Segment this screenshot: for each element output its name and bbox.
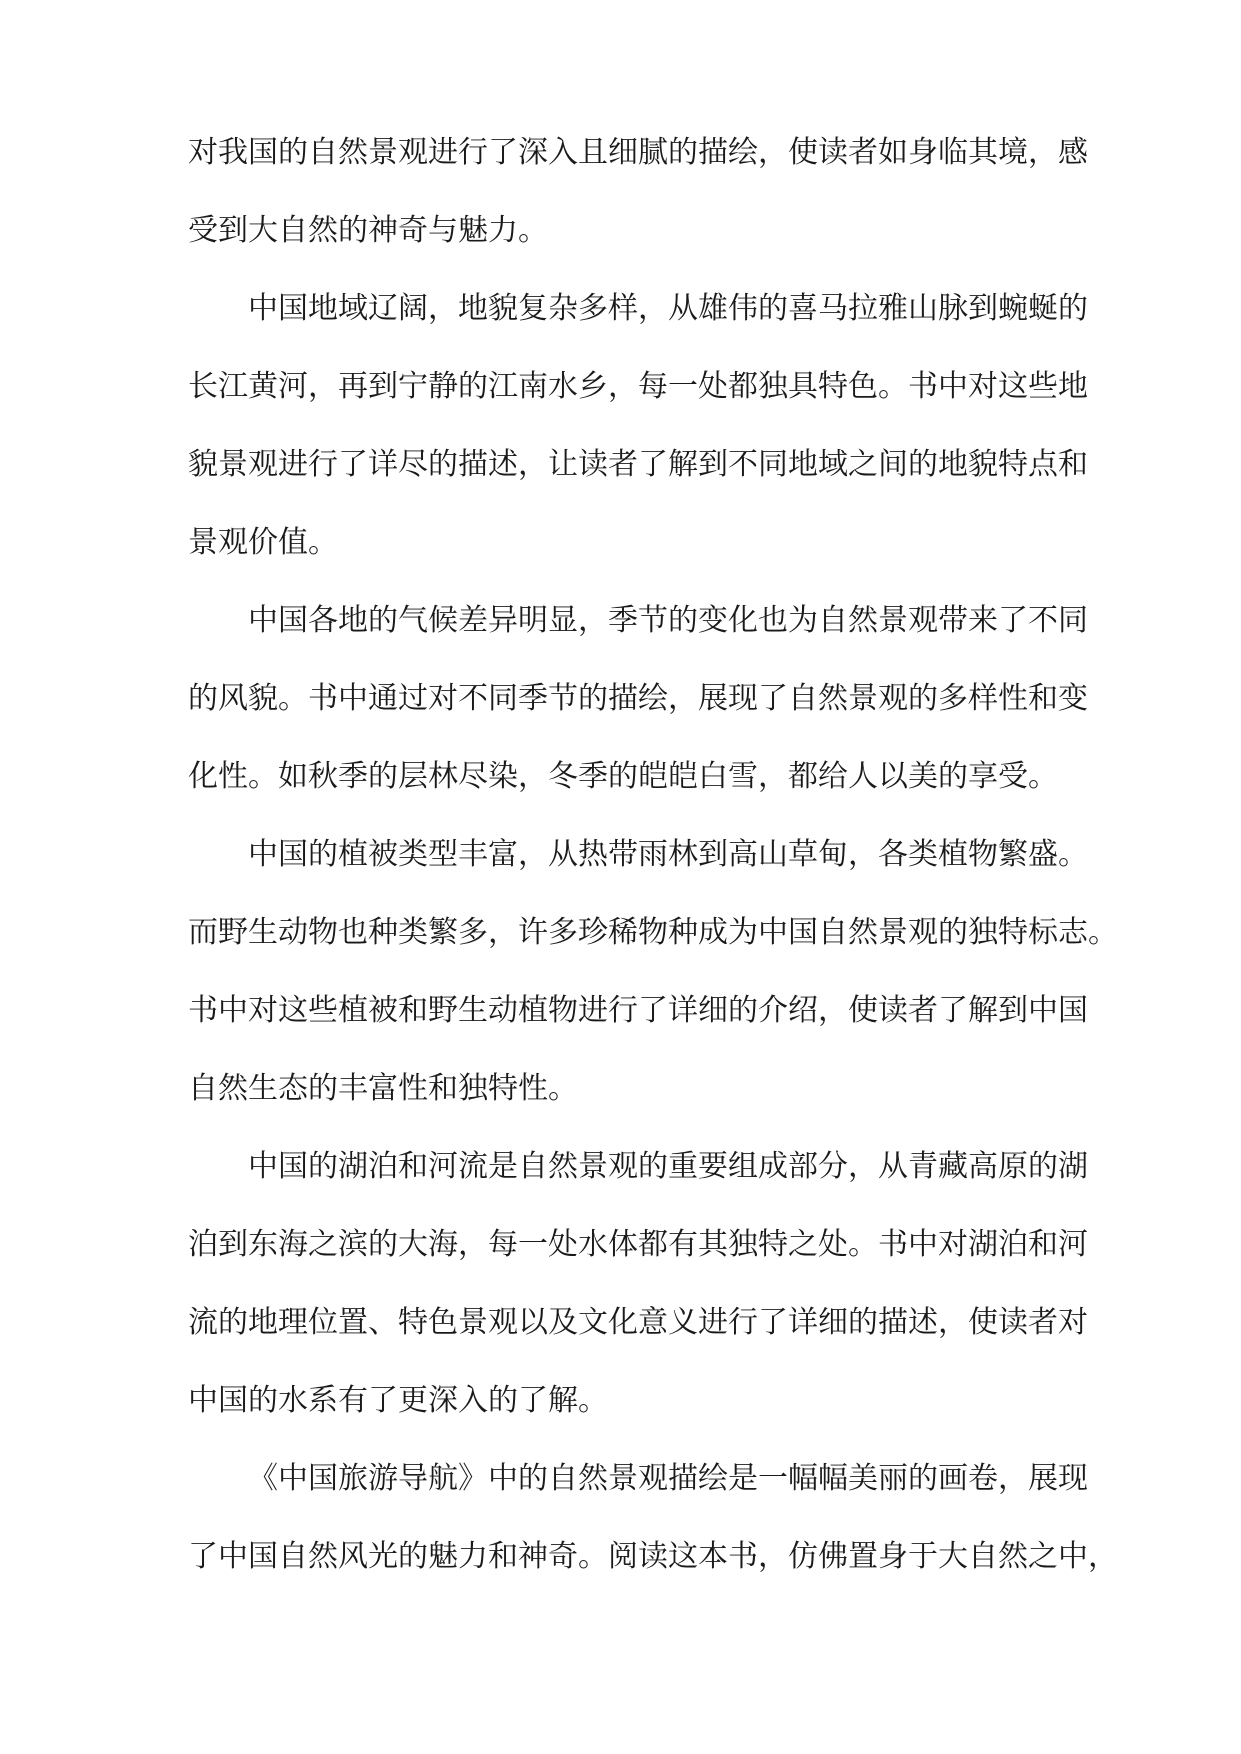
text-line: 而野生动物也种类繁多，许多珍稀物种成为中国自然景观的独特标志。 bbox=[188, 915, 1118, 950]
text-line: 书中对这些植被和野生动植物进行了详细的介绍，使读者了解到中国 bbox=[188, 993, 1088, 1028]
text-line: 化性。如秋季的层林尽染，冬季的皑皑白雪，都给人以美的享受。 bbox=[188, 759, 1058, 794]
text-line: 长江黄河，再到宁静的江南水乡，每一处都独具特色。书中对这些地 bbox=[188, 369, 1088, 404]
text-line: 泊到东海之滨的大海，每一处水体都有其独特之处。书中对湖泊和河 bbox=[188, 1227, 1088, 1262]
paragraph-first-line: 《中国旅游导航》中的自然景观描绘是一幅幅美丽的画卷，展现 bbox=[248, 1461, 1088, 1496]
text-line: 中国的水系有了更深入的了解。 bbox=[188, 1383, 608, 1418]
text-line: 貌景观进行了详尽的描述，让读者了解到不同地域之间的地貌特点和 bbox=[188, 447, 1088, 482]
document-body bbox=[188, 133, 1118, 1615]
paragraph-first-line: 中国的植被类型丰富，从热带雨林到高山草甸，各类植物繁盛。 bbox=[248, 837, 1088, 872]
text-line: 流的地理位置、特色景观以及文化意义进行了详细的描述，使读者对 bbox=[188, 1305, 1088, 1340]
text-line: 的风貌。书中通过对不同季节的描绘，展现了自然景观的多样性和变 bbox=[188, 681, 1088, 716]
paragraph-first-line: 中国各地的气候差异明显，季节的变化也为自然景观带来了不同 bbox=[248, 603, 1088, 638]
paragraph-first-line: 中国地域辽阔，地貌复杂多样，从雄伟的喜马拉雅山脉到蜿蜒的 bbox=[248, 291, 1088, 326]
text-line: 了中国自然风光的魅力和神奇。阅读这本书，仿佛置身于大自然之中， bbox=[188, 1539, 1118, 1574]
paragraph-first-line: 中国的湖泊和河流是自然景观的重要组成部分，从青藏高原的湖 bbox=[248, 1149, 1088, 1184]
text-line: 对我国的自然景观进行了深入且细腻的描绘，使读者如身临其境，感 bbox=[188, 135, 1088, 170]
text-line: 景观价值。 bbox=[188, 525, 338, 560]
text-line: 受到大自然的神奇与魅力。 bbox=[188, 213, 548, 248]
text-line: 自然生态的丰富性和独特性。 bbox=[188, 1071, 578, 1106]
